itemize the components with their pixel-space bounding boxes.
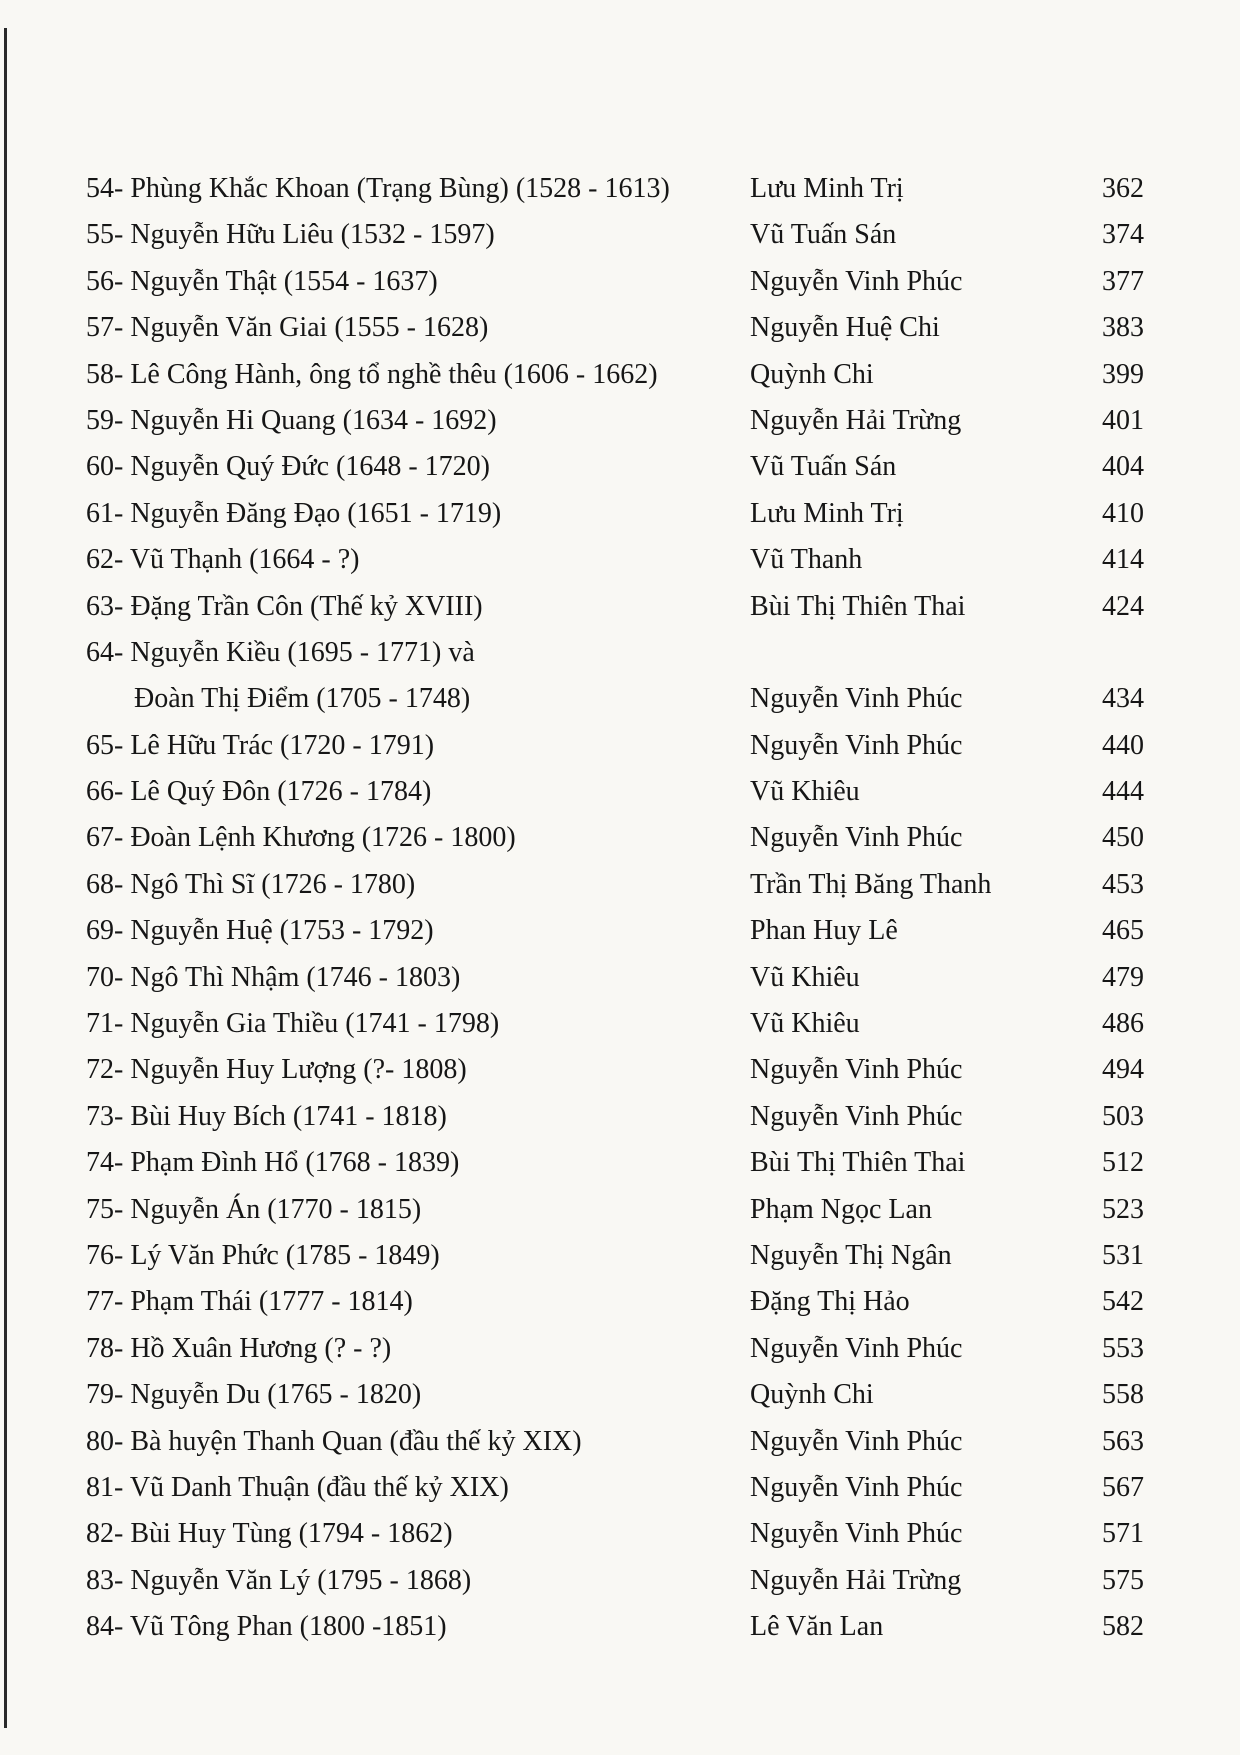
toc-entry-author: Lê Văn Lan [750, 1611, 884, 1643]
toc-entry-page-number: 523 [1102, 1193, 1144, 1225]
toc-entry-title: 55- Nguyễn Hữu Liêu (1532 - 1597) [86, 219, 495, 251]
toc-entry [86, 1001, 1146, 1047]
toc-entry-author: Nguyễn Vinh Phúc [750, 822, 963, 854]
toc-entry-page-number: 410 [1102, 497, 1144, 529]
toc-entry-page-number: 434 [1102, 683, 1144, 715]
toc-entry [86, 815, 1146, 861]
toc-entry-title: 79- Nguyễn Du (1765 - 1820) [86, 1379, 422, 1411]
toc-entry [86, 676, 1146, 722]
toc-entry-page-number: 374 [1102, 219, 1144, 251]
toc-entry-page-number: 362 [1102, 173, 1144, 204]
toc-entry-page-number: 440 [1102, 729, 1144, 761]
toc-entry-page-number: 563 [1102, 1425, 1144, 1457]
toc-entry-page-number: 399 [1102, 358, 1144, 390]
toc-entry-title: 72- Nguyễn Huy Lượng (?- 1808) [86, 1054, 467, 1086]
toc-entry-title: 67- Đoàn Lệnh Khương (1726 - 1800) [86, 822, 516, 854]
toc-entry-page-number: 567 [1102, 1471, 1144, 1503]
toc-entry-page-number: 553 [1102, 1332, 1144, 1364]
toc-entry-title: 73- Bùi Huy Bích (1741 - 1818) [86, 1100, 447, 1132]
toc-entry-title: 83- Nguyễn Văn Lý (1795 - 1868) [86, 1564, 472, 1596]
toc-entry-page-number: 542 [1102, 1286, 1144, 1318]
toc-entry [86, 1233, 1146, 1279]
toc-entry-author: Lưu Minh Trị [750, 497, 904, 529]
toc-entry-page-number: 444 [1102, 776, 1144, 808]
toc-entry-author: Trần Thị Băng Thanh [750, 868, 992, 900]
toc-entry-title: 66- Lê Quý Đôn (1726 - 1784) [86, 776, 432, 808]
toc-entry-title: 63- Đặng Trần Côn (Thế kỷ XVIII) [86, 590, 483, 622]
toc-entry-author: Nguyễn Vinh Phúc [750, 265, 963, 297]
toc-entry-page-number: 575 [1102, 1564, 1144, 1596]
toc-entry-page-number: 453 [1102, 868, 1144, 900]
toc-entry-title: 76- Lý Văn Phức (1785 - 1849) [86, 1239, 440, 1271]
toc-entry-author: Nguyễn Thị Ngân [750, 1239, 952, 1271]
toc-entry-author: Vũ Khiêu [750, 1008, 860, 1040]
toc-entry [86, 1558, 1146, 1604]
toc-entry [86, 630, 1146, 676]
toc-entry-author: Bùi Thị Thiên Thai [750, 1147, 966, 1179]
toc-entry-author: Nguyễn Huệ Chi [750, 312, 940, 344]
toc-entry-title: 78- Hồ Xuân Hương (? - ?) [86, 1332, 392, 1364]
toc-entry-author: Vũ Tuấn Sán [750, 219, 897, 251]
toc-entry-title: 62- Vũ Thạnh (1664 - ?) [86, 544, 360, 576]
toc-entry-title: Đoàn Thị Điểm (1705 - 1748) [134, 683, 471, 715]
toc-entry-title: 61- Nguyễn Đăng Đạo (1651 - 1719) [86, 497, 502, 529]
toc-entry [86, 537, 1146, 583]
toc-entry-page-number: 450 [1102, 822, 1144, 854]
toc-entry-author: Lưu Minh Trị [750, 173, 904, 204]
toc-entry [86, 1279, 1146, 1325]
toc-entry-author: Phạm Ngọc Lan [750, 1193, 932, 1225]
toc-entry-author: Phan Huy Lê [750, 915, 898, 947]
toc-entry-title: 81- Vũ Danh Thuận (đầu thế kỷ XIX) [86, 1471, 509, 1503]
toc-entry [86, 1372, 1146, 1418]
toc-entry [86, 1140, 1146, 1186]
toc-entry-title: 57- Nguyễn Văn Giai (1555 - 1628) [86, 312, 489, 344]
toc-entry-author: Nguyễn Vinh Phúc [750, 1332, 963, 1364]
toc-entry-page-number: 401 [1102, 404, 1144, 436]
toc-entry-author: Nguyễn Hải Trừng [750, 1564, 962, 1596]
page-binding-edge [4, 28, 7, 1728]
toc-entry-title: 60- Nguyễn Quý Đức (1648 - 1720) [86, 451, 490, 483]
toc-entry-author: Nguyễn Vinh Phúc [750, 683, 963, 715]
toc-entry-author: Nguyễn Vinh Phúc [750, 1518, 963, 1550]
toc-entry-page-number: 571 [1102, 1518, 1144, 1550]
toc-entry-title: 74- Phạm Đình Hổ (1768 - 1839) [86, 1147, 460, 1179]
toc-entry-page-number: 531 [1102, 1239, 1144, 1271]
toc-entry [86, 1187, 1146, 1233]
toc-entry-title: 59- Nguyễn Hi Quang (1634 - 1692) [86, 404, 497, 436]
toc-entry-page-number: 486 [1102, 1008, 1144, 1040]
toc-entry-page-number: 404 [1102, 451, 1144, 483]
toc-entry [86, 259, 1146, 305]
toc-entry-title: 71- Nguyễn Gia Thiều (1741 - 1798) [86, 1008, 500, 1040]
toc-entry-page-number: 414 [1102, 544, 1144, 576]
toc-entry-author: Quỳnh Chi [750, 358, 874, 390]
toc-entry [86, 1094, 1146, 1140]
toc-entry [86, 1419, 1146, 1465]
toc-entry [86, 769, 1146, 815]
toc-entry-page-number: 558 [1102, 1379, 1144, 1411]
toc-entry-page-number: 512 [1102, 1147, 1144, 1179]
toc-entry [86, 862, 1146, 908]
toc-entry-title: 58- Lê Công Hành, ông tổ nghề thêu (1606 - 1662) [86, 358, 658, 390]
toc-entry [86, 398, 1146, 444]
toc-entry [86, 1047, 1146, 1093]
toc-entry-page-number: 479 [1102, 961, 1144, 993]
toc-entry-title: 80- Bà huyện Thanh Quan (đầu thế kỷ XIX) [86, 1425, 582, 1457]
toc-entry-title: 65- Lê Hữu Trác (1720 - 1791) [86, 729, 435, 761]
toc-entry-author: Vũ Khiêu [750, 961, 860, 993]
toc-entry [86, 212, 1146, 258]
toc-entry-title: 54- Phùng Khắc Khoan (Trạng Bùng) (1528 - 1613) [86, 173, 670, 204]
toc-entry [86, 908, 1146, 954]
toc-entry-author: Nguyễn Vinh Phúc [750, 1100, 963, 1132]
toc-entry-author: Đặng Thị Hảo [750, 1286, 910, 1318]
toc-entry [86, 1326, 1146, 1372]
toc-entry-page-number: 582 [1102, 1611, 1144, 1643]
toc-entry-author: Vũ Khiêu [750, 776, 860, 808]
toc-entry-title: 77- Phạm Thái (1777 - 1814) [86, 1286, 413, 1318]
toc-entry-title: 75- Nguyễn Án (1770 - 1815) [86, 1193, 422, 1225]
toc-entry [86, 305, 1146, 351]
toc-entry-author: Vũ Thanh [750, 544, 863, 576]
toc-entry-title: 56- Nguyễn Thật (1554 - 1637) [86, 265, 438, 297]
toc-entry-title: 68- Ngô Thì Sĩ (1726 - 1780) [86, 868, 416, 900]
toc-entry [86, 166, 1146, 212]
toc-entry-page-number: 503 [1102, 1100, 1144, 1132]
toc-entry-author: Nguyễn Vinh Phúc [750, 1471, 963, 1503]
toc-entry [86, 1465, 1146, 1511]
toc-entry-author: Nguyễn Vinh Phúc [750, 1054, 963, 1086]
toc-entry [86, 584, 1146, 630]
toc-entry-title: 70- Ngô Thì Nhậm (1746 - 1803) [86, 961, 461, 993]
toc-entry-page-number: 383 [1102, 312, 1144, 344]
toc-entry [86, 444, 1146, 490]
toc-entry-author: Bùi Thị Thiên Thai [750, 590, 966, 622]
toc-entry [86, 723, 1146, 769]
toc-entry-author: Nguyễn Hải Trừng [750, 404, 962, 436]
toc-entry-title: 84- Vũ Tông Phan (1800 -1851) [86, 1611, 447, 1643]
toc-entry-author: Quỳnh Chi [750, 1379, 874, 1411]
toc-entry-author: Nguyễn Vinh Phúc [750, 729, 963, 761]
toc-entry [86, 955, 1146, 1001]
toc-entry [86, 491, 1146, 537]
table-of-contents [86, 166, 1146, 1651]
toc-entry [86, 1604, 1146, 1650]
toc-entry-title: 64- Nguyễn Kiều (1695 - 1771) và [86, 636, 475, 668]
toc-entry-author: Nguyễn Vinh Phúc [750, 1425, 963, 1457]
toc-entry-title: 69- Nguyễn Huệ (1753 - 1792) [86, 915, 434, 947]
toc-entry-page-number: 465 [1102, 915, 1144, 947]
toc-entry-title: 82- Bùi Huy Tùng (1794 - 1862) [86, 1518, 453, 1550]
toc-entry-page-number: 424 [1102, 590, 1144, 622]
toc-entry-page-number: 494 [1102, 1054, 1144, 1086]
toc-entry-author: Vũ Tuấn Sán [750, 451, 897, 483]
toc-entry-page-number: 377 [1102, 265, 1144, 297]
toc-entry [86, 352, 1146, 398]
toc-entry [86, 1511, 1146, 1557]
